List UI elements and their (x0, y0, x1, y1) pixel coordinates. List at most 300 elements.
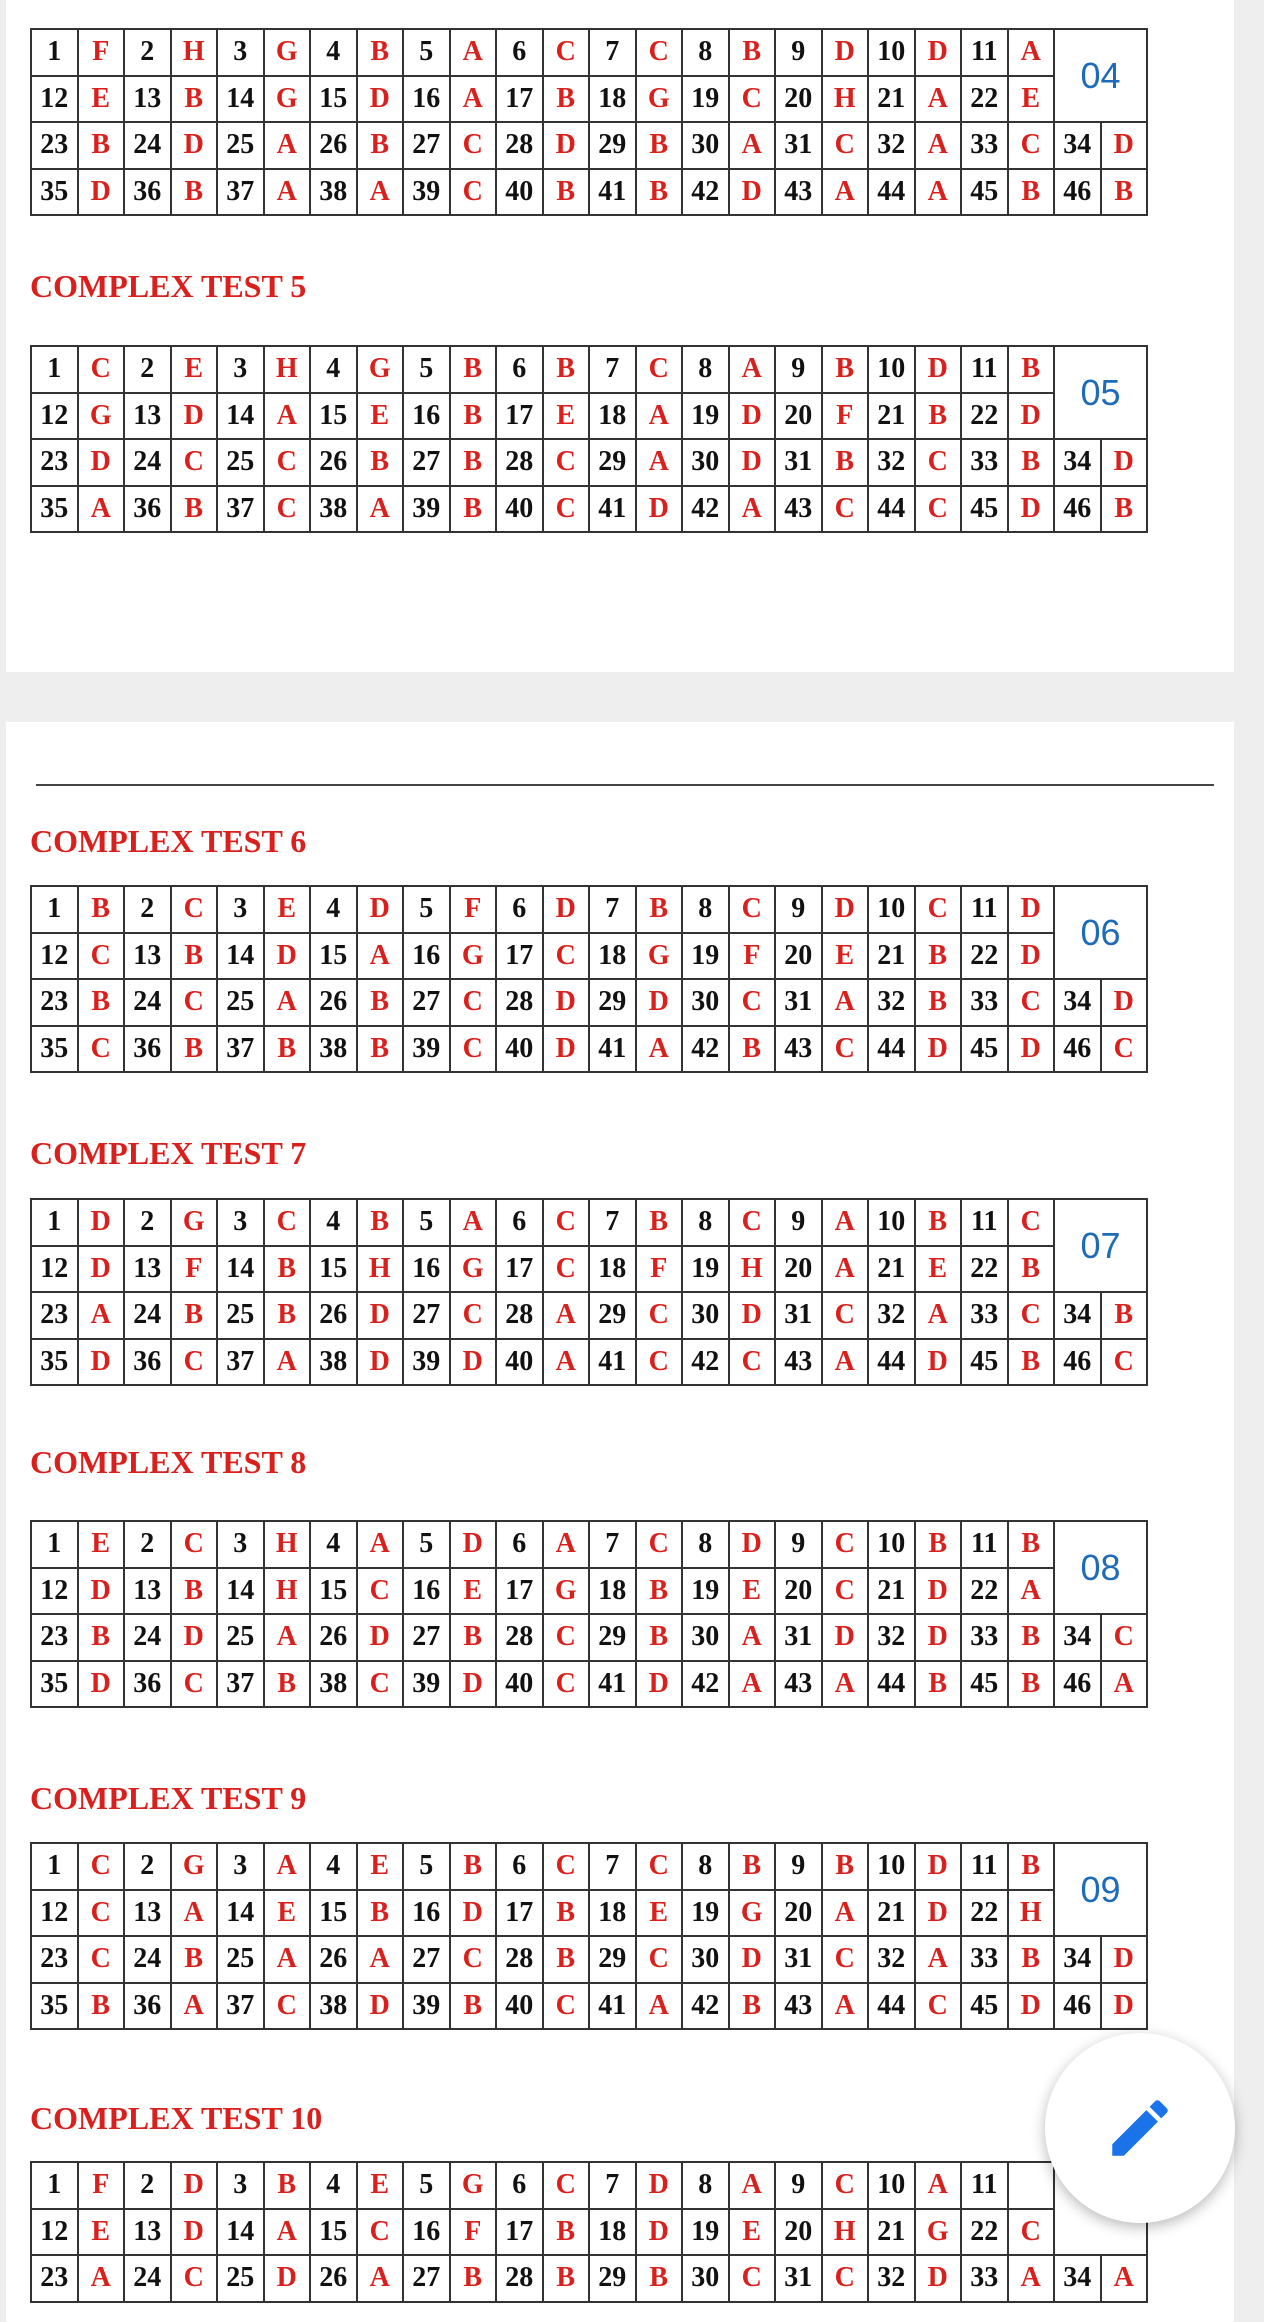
question-number: 28 (496, 122, 543, 169)
question-number: 5 (403, 346, 450, 393)
answer-letter: C (729, 886, 776, 933)
question-number: 13 (124, 1890, 171, 1937)
question-number: 42 (682, 1661, 729, 1708)
question-number: 11 (961, 2162, 1008, 2209)
question-number: 5 (403, 1521, 450, 1568)
answer-letter: B (822, 346, 869, 393)
question-number: 15 (310, 1890, 357, 1937)
question-number: 16 (403, 393, 450, 440)
answer-letter: A (450, 76, 497, 123)
question-number: 36 (124, 1983, 171, 2030)
question-number: 8 (682, 1843, 729, 1890)
question-number: 27 (403, 979, 450, 1026)
question-number: 15 (310, 1568, 357, 1615)
question-number: 19 (682, 76, 729, 123)
question-number: 2 (124, 1199, 171, 1246)
question-number: 28 (496, 1292, 543, 1339)
answer-letter: C (450, 1936, 497, 1983)
answer-letter: H (264, 346, 311, 393)
answer-letter: D (1008, 393, 1055, 440)
question-number: 6 (496, 1521, 543, 1568)
question-number: 23 (31, 1292, 78, 1339)
question-number: 36 (124, 1026, 171, 1073)
answer-letter: B (1008, 169, 1055, 216)
table-row (31, 1661, 1147, 1708)
question-number: 42 (682, 169, 729, 216)
answer-letter: B (357, 122, 404, 169)
question-number: 45 (961, 1339, 1008, 1386)
answer-letter: A (543, 1339, 590, 1386)
question-number: 24 (124, 979, 171, 1026)
question-number: 46 (1054, 169, 1101, 216)
answer-letter: D (78, 1661, 125, 1708)
question-number: 15 (310, 933, 357, 980)
answer-letter: C (1008, 2209, 1055, 2256)
question-number: 4 (310, 29, 357, 76)
answer-letter: A (729, 486, 776, 533)
question-number: 39 (403, 1983, 450, 2030)
answer-letter: A (450, 29, 497, 76)
question-number: 29 (589, 1292, 636, 1339)
answer-letter: A (822, 979, 869, 1026)
question-number: 27 (403, 2255, 450, 2302)
question-number: 18 (589, 933, 636, 980)
answer-letter: B (1101, 1292, 1148, 1339)
answer-letter: C (450, 1292, 497, 1339)
question-number: 2 (124, 29, 171, 76)
question-number: 37 (217, 1339, 264, 1386)
answer-key-table (30, 2161, 1148, 2303)
answer-letter: B (636, 2255, 683, 2302)
answer-letter: B (357, 1890, 404, 1937)
edit-fab-button[interactable] (1045, 2033, 1235, 2223)
question-number: 36 (124, 1661, 171, 1708)
answer-letter: C (729, 1339, 776, 1386)
answer-letter: A (822, 1339, 869, 1386)
answer-letter: H (822, 76, 869, 123)
table-row (31, 486, 1147, 533)
answer-letter: A (729, 1661, 776, 1708)
answer-letter: C (729, 1199, 776, 1246)
table-row (31, 933, 1147, 980)
answer-letter: D (78, 1246, 125, 1293)
table-row (31, 76, 1147, 123)
answer-letter: D (1101, 122, 1148, 169)
question-number: 26 (310, 1936, 357, 1983)
question-number: 6 (496, 346, 543, 393)
question-number: 3 (217, 1199, 264, 1246)
answer-letter: D (915, 29, 962, 76)
question-number: 35 (31, 1026, 78, 1073)
answer-key-table (30, 1842, 1148, 2030)
answer-letter: D (1008, 886, 1055, 933)
answer-letter: C (915, 486, 962, 533)
answer-letter: B (543, 76, 590, 123)
question-number: 8 (682, 1199, 729, 1246)
table-row (31, 1936, 1147, 1983)
answer-letter: C (357, 1661, 404, 1708)
answer-letter: G (450, 1246, 497, 1293)
divider (36, 784, 1214, 786)
answer-letter: C (1101, 1339, 1148, 1386)
table-row (31, 886, 1147, 933)
question-number: 4 (310, 346, 357, 393)
question-number: 12 (31, 1890, 78, 1937)
question-number: 28 (496, 439, 543, 486)
answer-letter: A (1101, 2255, 1148, 2302)
answer-letter: D (357, 1292, 404, 1339)
test-code: 09 (1054, 1843, 1147, 1936)
question-number: 30 (682, 2255, 729, 2302)
answer-letter: A (264, 122, 311, 169)
question-number: 2 (124, 346, 171, 393)
answer-letter: D (822, 29, 869, 76)
answer-letter: D (357, 886, 404, 933)
answer-letter: H (729, 1246, 776, 1293)
answer-letter: B (543, 2255, 590, 2302)
question-number: 29 (589, 439, 636, 486)
question-number: 6 (496, 1843, 543, 1890)
question-number: 4 (310, 2162, 357, 2209)
question-number: 10 (868, 1199, 915, 1246)
answer-letter: D (729, 393, 776, 440)
question-number: 8 (682, 2162, 729, 2209)
question-number: 23 (31, 979, 78, 1026)
question-number: 27 (403, 439, 450, 486)
question-number: 4 (310, 886, 357, 933)
answer-letter: B (78, 1983, 125, 2030)
question-number: 32 (868, 122, 915, 169)
question-number: 16 (403, 1246, 450, 1293)
question-number: 14 (217, 76, 264, 123)
answer-letter: C (543, 1614, 590, 1661)
question-number: 18 (589, 1246, 636, 1293)
question-number: 2 (124, 1521, 171, 1568)
answer-letter: C (171, 2255, 218, 2302)
answer-letter: G (78, 393, 125, 440)
answer-letter: A (636, 1026, 683, 1073)
answer-letter: A (636, 393, 683, 440)
answer-letter: A (1008, 1568, 1055, 1615)
question-number: 9 (775, 2162, 822, 2209)
answer-letter: B (636, 1568, 683, 1615)
answer-letter: E (822, 933, 869, 980)
answer-letter: B (450, 1614, 497, 1661)
question-number: 32 (868, 1614, 915, 1661)
question-number: 18 (589, 2209, 636, 2256)
question-number: 37 (217, 169, 264, 216)
question-number: 25 (217, 2255, 264, 2302)
answer-letter: B (636, 1199, 683, 1246)
answer-letter: E (729, 2209, 776, 2256)
answer-letter: D (1008, 1983, 1055, 2030)
question-number: 30 (682, 439, 729, 486)
table-row (31, 122, 1147, 169)
question-number: 37 (217, 1983, 264, 2030)
answer-letter: D (264, 2255, 311, 2302)
question-number: 12 (31, 1568, 78, 1615)
question-number: 17 (496, 1890, 543, 1937)
answer-letter: B (357, 29, 404, 76)
question-number: 27 (403, 122, 450, 169)
question-number: 38 (310, 169, 357, 216)
question-number: 26 (310, 122, 357, 169)
answer-letter: B (264, 1246, 311, 1293)
answer-letter: A (1008, 29, 1055, 76)
answer-key-table (30, 28, 1148, 216)
question-number: 1 (31, 1521, 78, 1568)
question-number: 6 (496, 886, 543, 933)
answer-letter: C (171, 1661, 218, 1708)
question-number: 16 (403, 1568, 450, 1615)
table-row (31, 169, 1147, 216)
question-number: 33 (961, 439, 1008, 486)
answer-letter: A (1008, 2255, 1055, 2302)
question-number: 5 (403, 2162, 450, 2209)
question-number: 3 (217, 346, 264, 393)
question-number: 41 (589, 1983, 636, 2030)
question-number: 44 (868, 486, 915, 533)
question-number: 26 (310, 1292, 357, 1339)
answer-letter: C (636, 1292, 683, 1339)
test-title: COMPLEX TEST 9 (30, 1780, 307, 1816)
answer-letter: A (357, 1936, 404, 1983)
answer-letter: E (450, 1568, 497, 1615)
question-number: 30 (682, 979, 729, 1026)
question-number: 34 (1054, 122, 1101, 169)
answer-letter: C (822, 122, 869, 169)
table-row (31, 2162, 1147, 2209)
question-number: 14 (217, 393, 264, 440)
answer-letter: E (78, 1521, 125, 1568)
answer-letter: C (636, 1339, 683, 1386)
table-row (31, 1983, 1147, 2030)
question-number: 21 (868, 933, 915, 980)
answer-letter: F (450, 886, 497, 933)
answer-letter: A (636, 439, 683, 486)
answer-letter: A (636, 1983, 683, 2030)
question-number: 26 (310, 439, 357, 486)
question-number: 36 (124, 1339, 171, 1386)
answer-letter: C (450, 122, 497, 169)
question-number: 25 (217, 1936, 264, 1983)
answer-letter: C (78, 346, 125, 393)
answer-letter: C (1008, 1199, 1055, 1246)
question-number: 1 (31, 1199, 78, 1246)
question-number: 45 (961, 169, 1008, 216)
answer-letter: A (78, 2255, 125, 2302)
question-number: 29 (589, 1936, 636, 1983)
answer-letter: B (78, 122, 125, 169)
question-number: 19 (682, 1890, 729, 1937)
answer-letter: C (822, 2255, 869, 2302)
test-code: 06 (1054, 886, 1147, 979)
question-number: 21 (868, 1246, 915, 1293)
test-title: COMPLEX TEST 10 (30, 2100, 323, 2136)
question-number: 34 (1054, 1614, 1101, 1661)
question-number: 28 (496, 1936, 543, 1983)
question-number: 40 (496, 1026, 543, 1073)
question-number: 22 (961, 1568, 1008, 1615)
answer-letter: D (1101, 439, 1148, 486)
question-number: 25 (217, 122, 264, 169)
answer-letter: C (729, 76, 776, 123)
answer-letter: B (1008, 1614, 1055, 1661)
question-number: 13 (124, 1246, 171, 1293)
question-number: 16 (403, 2209, 450, 2256)
question-number: 18 (589, 393, 636, 440)
question-number: 7 (589, 1199, 636, 1246)
question-number: 25 (217, 979, 264, 1026)
answer-letter: F (78, 2162, 125, 2209)
question-number: 43 (775, 1339, 822, 1386)
answer-letter: E (264, 886, 311, 933)
table-row (31, 1890, 1147, 1937)
question-number: 45 (961, 1026, 1008, 1073)
question-number: 2 (124, 886, 171, 933)
question-number: 20 (775, 393, 822, 440)
answer-letter: G (264, 29, 311, 76)
question-number: 31 (775, 1292, 822, 1339)
question-number: 42 (682, 1339, 729, 1386)
question-number: 7 (589, 2162, 636, 2209)
answer-letter: B (1008, 1661, 1055, 1708)
answer-letter: A (357, 169, 404, 216)
answer-letter: C (78, 1890, 125, 1937)
question-number: 17 (496, 393, 543, 440)
answer-letter: C (543, 1661, 590, 1708)
answer-letter: D (1008, 1026, 1055, 1073)
answer-letter: A (822, 1983, 869, 2030)
question-number: 27 (403, 1292, 450, 1339)
question-number: 12 (31, 933, 78, 980)
answer-letter: A (915, 169, 962, 216)
answer-letter: D (915, 1890, 962, 1937)
table-row (31, 2255, 1147, 2302)
answer-letter: C (822, 1026, 869, 1073)
test-title: COMPLEX TEST 7 (30, 1135, 307, 1171)
question-number: 1 (31, 1843, 78, 1890)
question-number: 41 (589, 169, 636, 216)
question-number: 21 (868, 393, 915, 440)
answer-letter: A (357, 486, 404, 533)
question-number: 22 (961, 1890, 1008, 1937)
answer-letter: B (1008, 1521, 1055, 1568)
answer-letter: C (450, 169, 497, 216)
question-number: 2 (124, 2162, 171, 2209)
answer-letter: B (915, 933, 962, 980)
answer-letter: B (450, 486, 497, 533)
question-number: 9 (775, 346, 822, 393)
question-number: 25 (217, 1614, 264, 1661)
question-number: 35 (31, 1661, 78, 1708)
question-number: 45 (961, 1983, 1008, 2030)
question-number: 35 (31, 1983, 78, 2030)
question-number: 40 (496, 486, 543, 533)
question-number: 30 (682, 1292, 729, 1339)
answer-letter: A (1101, 1661, 1148, 1708)
question-number: 45 (961, 486, 1008, 533)
answer-letter: G (450, 933, 497, 980)
question-number: 10 (868, 346, 915, 393)
question-number: 4 (310, 1199, 357, 1246)
answer-letter: D (1008, 933, 1055, 980)
answer-letter: D (636, 2162, 683, 2209)
question-number: 41 (589, 486, 636, 533)
question-number: 32 (868, 439, 915, 486)
question-number: 9 (775, 1521, 822, 1568)
answer-letter: A (822, 169, 869, 216)
test-code: 08 (1054, 1521, 1147, 1614)
answer-letter: C (636, 29, 683, 76)
answer-letter: D (729, 169, 776, 216)
answer-letter: G (543, 1568, 590, 1615)
answer-letter: A (357, 2255, 404, 2302)
question-number: 34 (1054, 1936, 1101, 1983)
question-number: 29 (589, 979, 636, 1026)
answer-letter: B (543, 346, 590, 393)
answer-letter: E (543, 393, 590, 440)
answer-key-table (30, 345, 1148, 533)
table-row (31, 1199, 1147, 1246)
answer-letter: A (822, 1661, 869, 1708)
answer-letter: B (1008, 1843, 1055, 1890)
answer-letter: B (264, 1292, 311, 1339)
question-number: 32 (868, 2255, 915, 2302)
question-number: 14 (217, 1568, 264, 1615)
question-number: 17 (496, 1568, 543, 1615)
question-number: 35 (31, 486, 78, 533)
question-number: 41 (589, 1661, 636, 1708)
question-number: 5 (403, 29, 450, 76)
question-number: 43 (775, 169, 822, 216)
answer-letter: B (78, 979, 125, 1026)
table-row (31, 1292, 1147, 1339)
answer-letter: B (543, 1890, 590, 1937)
question-number: 39 (403, 1661, 450, 1708)
answer-letter: B (264, 2162, 311, 2209)
answer-letter: A (822, 1890, 869, 1937)
answer-letter: D (78, 1339, 125, 1386)
question-number: 12 (31, 1246, 78, 1293)
question-number: 8 (682, 29, 729, 76)
question-number: 46 (1054, 486, 1101, 533)
question-number: 33 (961, 122, 1008, 169)
answer-letter: C (543, 29, 590, 76)
answer-letter: B (729, 1843, 776, 1890)
question-number: 9 (775, 886, 822, 933)
answer-letter: G (915, 2209, 962, 2256)
question-number: 41 (589, 1026, 636, 1073)
answer-letter: B (729, 1026, 776, 1073)
question-number: 44 (868, 1026, 915, 1073)
answer-letter: C (1008, 122, 1055, 169)
question-number: 46 (1054, 1983, 1101, 2030)
question-number: 34 (1054, 439, 1101, 486)
answer-letter: D (729, 1292, 776, 1339)
answer-letter: D (822, 886, 869, 933)
answer-letter: D (1101, 1983, 1148, 2030)
answer-letter: D (915, 2255, 962, 2302)
question-number: 43 (775, 1661, 822, 1708)
question-number: 40 (496, 169, 543, 216)
question-number: 3 (217, 1843, 264, 1890)
answer-letter: C (543, 439, 590, 486)
question-number: 10 (868, 886, 915, 933)
question-number: 15 (310, 393, 357, 440)
answer-letter: D (78, 1568, 125, 1615)
test-title: COMPLEX TEST 8 (30, 1444, 307, 1480)
